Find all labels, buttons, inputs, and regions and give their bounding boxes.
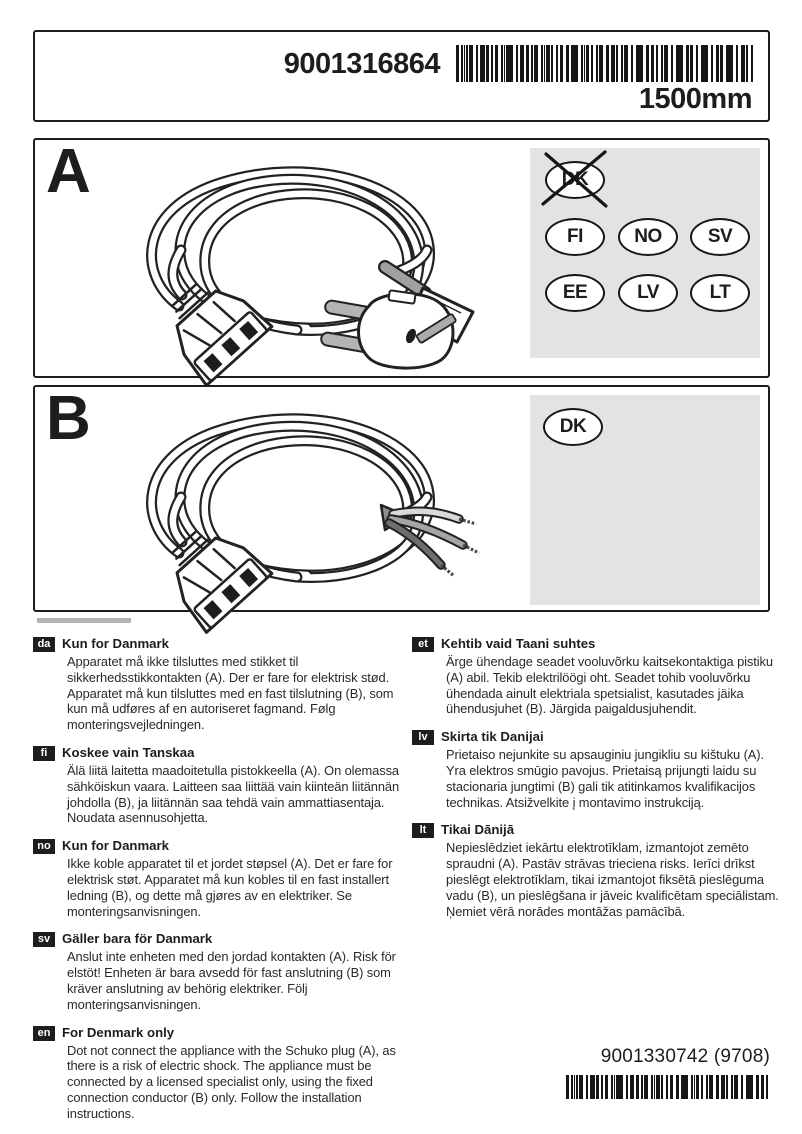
length-label: 1500mm <box>638 83 752 115</box>
lang-tag-fi: fi <box>33 746 55 761</box>
notice-heading <box>33 636 405 652</box>
notice-body: Dot not connect the appliance with the Schuko plug (A), as there is a risk of electric shock. The appliance must be connected by a licensed specialist only, using the fixed connection conductor (B) only. Follow the installation instructions. <box>67 1042 396 1121</box>
country-code: FI <box>567 226 583 247</box>
notice-title: Skirta tik Danijai <box>441 729 544 745</box>
notice-heading <box>412 729 784 745</box>
barcode-bottom-icon <box>566 1075 770 1099</box>
country-code: DK <box>561 169 589 190</box>
print-smudge <box>37 618 131 623</box>
country-badge-ee <box>545 274 605 312</box>
country-badge-dk <box>543 408 603 446</box>
notice-no <box>33 838 405 919</box>
notice-body: Apparatet må ikke tilsluttes med stikket til sikkerhedsstikkontakten (A). Der er fare for elektrisk stød. Apparatet må kun tilsluttes med en fast tilslutning (B), som kun må udføres af en autoriseret fagmand. Følg monteringsvejledningen. <box>67 654 394 733</box>
notice-body: Ikke koble apparatet til et jordet støpsel (A). Det er fare for elektrisk støt. Apparatet må kun kobles til en fast installert ledning (B), og dette må gjøres av en elektriker. Se monteringsanvisningen. <box>67 856 393 919</box>
lang-tag-no: no <box>33 839 55 854</box>
country-badge-no <box>618 218 678 256</box>
notice-body: Nepieslēdziet iekārtu elektrotīklam, izmantojot zemēto spraudni (A). Pastāv strāvas trieciena risks. Ierīci drīkst pieslēgt elektrotīklam, tikai izmantojot fiksētā pieslēguma vadu (B), un pieslēgšana ir jāveic kvalificētam speciālistam. Ņemiet vērā norādes montāžas pamācībā. <box>446 840 779 919</box>
country-code: LV <box>637 282 659 303</box>
cable-b-illustration <box>75 393 535 614</box>
notice-lt <box>412 822 784 919</box>
country-code: NO <box>634 226 662 247</box>
country-panel-a <box>530 148 760 358</box>
country-code: LT <box>709 282 731 303</box>
notice-body: Älä liitä laitetta maadoitetulla pistokkeella (A). On olemassa sähköiskun vaara. Laitteen saa liittää vain kiinteän liitännän johdolla (B), ja liitännän saa tehdä vain ammattiasentaja. Noudata asennusohjetta. <box>67 762 400 826</box>
section-b-box <box>33 385 770 612</box>
lang-tag-lv: lv <box>412 730 434 745</box>
country-badge-sv <box>690 218 750 256</box>
country-code: EE <box>562 282 588 303</box>
notice-sv <box>33 931 405 1012</box>
notice-heading <box>33 838 405 854</box>
schuko-plug-drawing <box>320 250 473 368</box>
notice-en <box>33 1025 405 1122</box>
country-badge-dk <box>545 161 605 199</box>
country-panel-b <box>530 395 760 605</box>
country-badge-lt <box>690 274 750 312</box>
notice-title: For Denmark only <box>62 1024 175 1040</box>
lang-tag-da: da <box>33 637 55 652</box>
notice-body: Prietaiso nejunkite su apsauginiu jungikliu su kištuku (A). Yra elektros smūgio pavojus. Prietaisą prijungti laidu su stacionaria jungtimi (B) gali tik atitinkamos kvalifikacijos technikas. Atsižvelkite į montavimo instrukciją. <box>446 747 764 810</box>
header-box <box>33 30 770 122</box>
notice-heading <box>33 745 405 761</box>
notice-da <box>33 636 405 733</box>
section-a-box <box>33 138 770 378</box>
country-code: SV <box>707 226 733 247</box>
notice-body: Anslut inte enheten med den jordad kontakten (A). Risk för elstöt! Enheten är bara avsedd för fast anslutning (B) som kräver anslutning av behörig elektriker. Följ monteringsanvisningen. <box>67 949 396 1012</box>
notice-heading <box>412 822 784 838</box>
cable-a-illustration <box>75 146 535 372</box>
notice-heading <box>33 931 405 947</box>
notice-title: Kehtib vaid Taani suhtes <box>441 636 596 651</box>
bare-wires-drawing <box>381 497 479 576</box>
notice-title: Kun for Danmark <box>62 636 169 651</box>
barcode-top-icon <box>456 45 754 82</box>
lang-tag-lt: lt <box>412 823 434 838</box>
notice-et <box>412 636 784 717</box>
notice-fi <box>33 745 405 826</box>
lang-tag-en: en <box>33 1026 55 1041</box>
notices-left-column <box>33 636 405 1134</box>
notice-lv <box>412 729 784 810</box>
footer <box>566 1046 770 1099</box>
notice-title: Gäller bara för Danmark <box>62 931 213 947</box>
notice-title: Tikai Dānijā <box>441 822 515 838</box>
section-label-a: A <box>46 137 88 206</box>
country-code: DK <box>559 416 587 437</box>
part-number: 9001316864 <box>283 48 440 80</box>
notice-title: Kun for Danmark <box>62 838 169 854</box>
country-badge-lv <box>618 274 678 312</box>
doc-number: 9001330742 (9708) <box>600 1046 770 1067</box>
notice-body: Ärge ühendage seadet vooluvõrku kaitsekontaktiga pistiku (A) abil. Tekib elektrilöögi oht. Seadet tohib vooluvõrku ühendada ainult elektriala spetsialist, kasutades jäika ühendusjuhet (B). Järgida paigaldusjuhendit. <box>446 654 773 717</box>
section-label-b: B <box>46 384 88 453</box>
notices-right-column <box>412 636 784 931</box>
lang-tag-sv: sv <box>33 932 55 947</box>
notice-title: Koskee vain Tanskaa <box>62 744 195 760</box>
notice-heading <box>412 636 784 652</box>
lang-tag-et: et <box>412 637 434 652</box>
country-badge-fi <box>545 218 605 256</box>
notice-heading <box>33 1025 405 1041</box>
